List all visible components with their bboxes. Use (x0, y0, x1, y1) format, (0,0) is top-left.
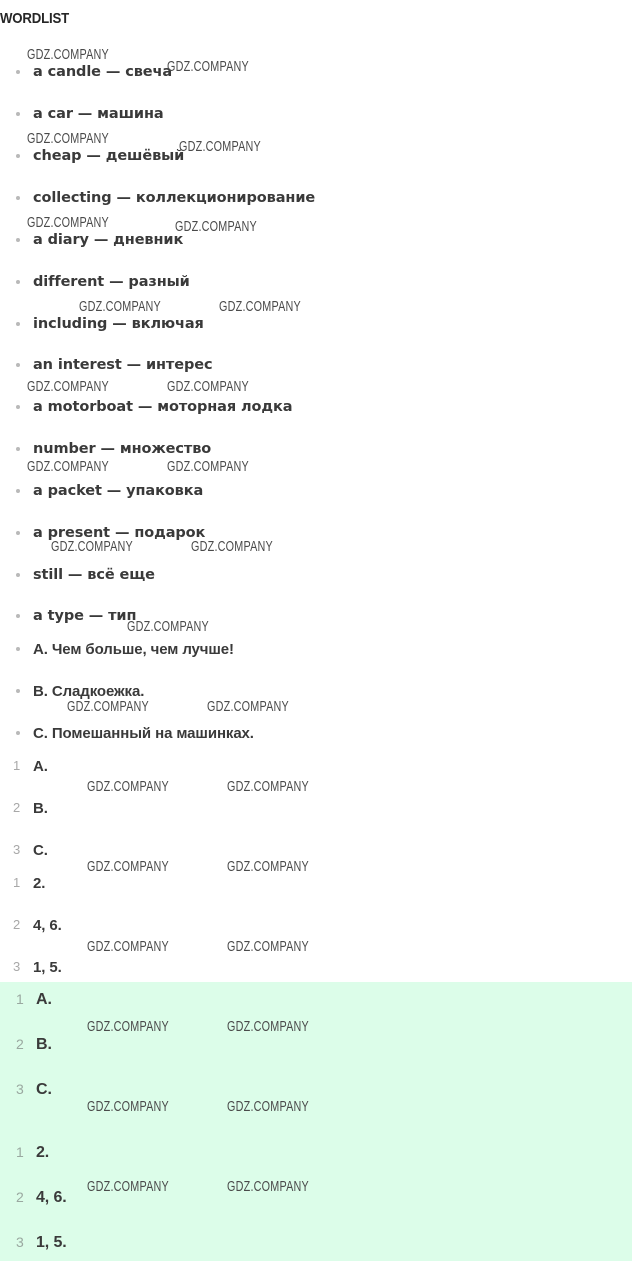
watermark: GDZ.COMPANY (227, 778, 309, 795)
bullet-icon (16, 70, 20, 74)
bullet-icon (16, 322, 20, 326)
watermark: GDZ.COMPANY (227, 1178, 309, 1195)
bullet-icon (16, 531, 20, 535)
watermark: GDZ.COMPANY (175, 218, 257, 235)
watermark: GDZ.COMPANY (167, 378, 249, 395)
watermark: GDZ.COMPANY (27, 378, 109, 395)
watermark: GDZ.COMPANY (87, 1178, 169, 1195)
watermark: GDZ.COMPANY (219, 298, 301, 315)
watermark: GDZ.COMPANY (87, 1018, 169, 1035)
watermark: GDZ.COMPANY (127, 618, 209, 635)
watermark: GDZ.COMPANY (27, 214, 109, 231)
watermark: GDZ.COMPANY (167, 58, 249, 75)
watermark: GDZ.COMPANY (67, 698, 149, 715)
watermark: GDZ.COMPANY (51, 538, 133, 555)
bullet-icon (16, 647, 20, 651)
bullet-icon (16, 447, 20, 451)
bullet-icon (16, 238, 20, 242)
bullet-icon (16, 154, 20, 158)
bullet-icon (16, 280, 20, 284)
bullet-icon (16, 689, 20, 693)
watermark: GDZ.COMPANY (207, 698, 289, 715)
bullet-icon (16, 112, 20, 116)
watermark: GDZ.COMPANY (27, 458, 109, 475)
bullet-icon (16, 489, 20, 493)
watermark: GDZ.COMPANY (227, 1018, 309, 1035)
watermark: GDZ.COMPANY (191, 538, 273, 555)
watermark: GDZ.COMPANY (87, 938, 169, 955)
bullet-icon (16, 573, 20, 577)
watermark: GDZ.COMPANY (79, 298, 161, 315)
bullet-icon (16, 405, 20, 409)
watermark: GDZ.COMPANY (179, 138, 261, 155)
bullet-icon (16, 614, 20, 618)
watermark: GDZ.COMPANY (227, 938, 309, 955)
watermark: GDZ.COMPANY (227, 1098, 309, 1115)
wordlist-heading: WORDLIST (0, 10, 69, 27)
watermark: GDZ.COMPANY (87, 1098, 169, 1115)
watermark: GDZ.COMPANY (87, 778, 169, 795)
watermark: GDZ.COMPANY (87, 858, 169, 875)
bullet-icon (16, 196, 20, 200)
watermark: GDZ.COMPANY (27, 46, 109, 63)
watermark: GDZ.COMPANY (27, 130, 109, 147)
bullet-icon (16, 363, 20, 367)
bullet-icon (16, 731, 20, 735)
watermark: GDZ.COMPANY (227, 858, 309, 875)
watermark: GDZ.COMPANY (167, 458, 249, 475)
